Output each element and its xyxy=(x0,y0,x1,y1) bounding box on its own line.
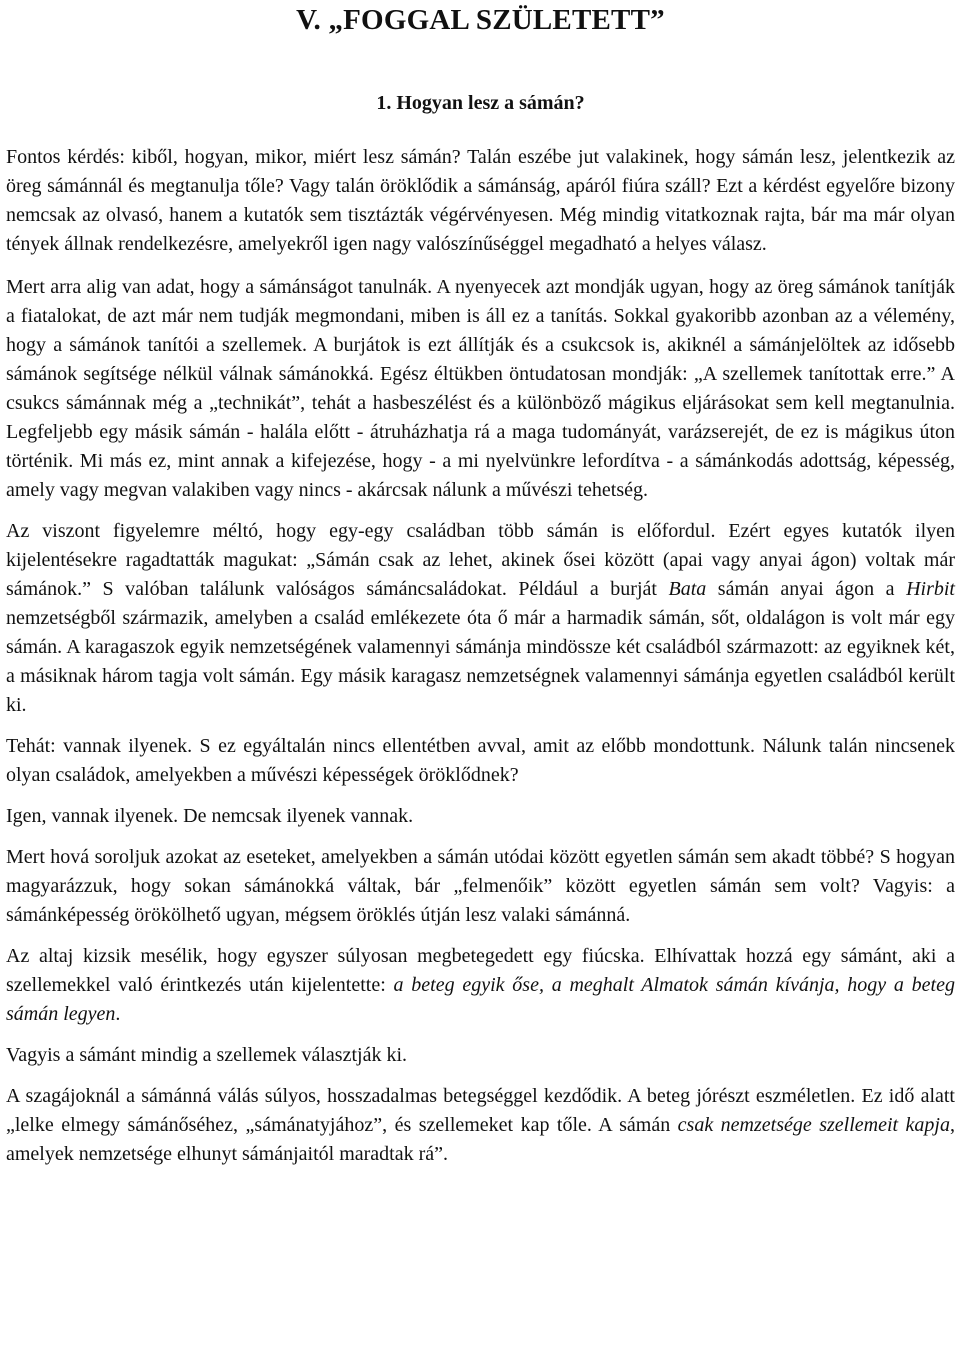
paragraph xyxy=(6,1041,955,1070)
text-run: Tehát: vannak ilyenek. S ez egyáltalán nincs ellentétben avval, amit az előbb mondottunk. Nálunk talán nincsenek olyan családok, amelyekben a művészi képességek öröklődnek? xyxy=(6,735,955,786)
paragraph xyxy=(6,1082,955,1169)
paragraph xyxy=(6,273,955,505)
text-run: A szagájoknál a sámánná válás súlyos, hosszadalmas betegséggel kezdődik. A beteg jórészt eszméletlen. Ez idő alatt „lelke elmegy sámánőséhez, „sámánatyjához”, és szellemeket kap tőle. A sámán xyxy=(6,1085,955,1136)
text-run: Igen, vannak ilyenek. De nemcsak ilyenek vannak. xyxy=(6,805,414,827)
chapter-title: V. „FOGGAL SZÜLETETT” xyxy=(296,4,665,36)
text-run: sámán anyai ágon a xyxy=(706,578,907,600)
italic-phrase: csak nemzetsége szellemeit kapja xyxy=(677,1114,950,1136)
text-run: Fontos kérdés: kiből, hogyan, mikor, miért lesz sámán? Talán eszébe jut valakinek, hogy sámán lesz, jelentkezik az öreg sámánnál és megtanulja tőle? Vagy talán öröklődik a sámánság, apáról fiúra száll? Ezt a kérdést egyelőre bizony nemcsak az olvasó, hanem a kutatók sem tisztázták végérvényesen. Még mindig vitatkoznak rajta, bár ma már olyan tények állnak rendelkezésre, amelyekről igen nagy valószínűséggel megadható a helyes válasz. xyxy=(6,146,955,255)
italic-name: Hirbit xyxy=(906,578,955,600)
italic-quote: a beteg egyik őse, a meghalt Almatok sámán kívánja, hogy a beteg sámán legyen xyxy=(6,974,955,1025)
paragraph xyxy=(6,942,955,1029)
text-run: . xyxy=(115,1003,121,1025)
text-run: Mert hová soroljuk azokat az eseteket, amelyekben a sámán utódai között egyetlen sámán sem akadt többé? S hogyan magyarázzuk, hogy sokan sámánokká váltak, bár „felmenőik” között egyetlen sámán sem volt? Vagyis: a sámánképesség örökölhető ugyan, mégsem öröklés útján lesz valaki sámánná. xyxy=(6,846,955,926)
paragraph xyxy=(6,802,955,831)
text-run: nemzetségből származik, amelyben a család emlékezete óta ő már a harmadik sámán, sőt, oldalágon is volt már egy sámán. A karagaszok egyik nemzetségének valamennyi sámánja mindössze két családból származott: az egyiknek két, a másiknak három tagja volt sámán. Egy másik karagasz nemzetségnek valamennyi sámánja egyetlen családból került ki. xyxy=(6,607,955,716)
text-run: Az viszont figyelemre méltó, hogy egy-egy családban több sámán is előfordul. Ezért egyes kutatók ilyen kijelentésekre ragadtatták magukat: „Sámán csak az lehet, akinek ősei között (apai vagy anyai ágon) voltak már sámánok.” S valóban találunk valóságos sámáncsaládokat. Például a burját xyxy=(6,520,955,600)
section-title: 1. Hogyan lesz a sámán? xyxy=(376,92,585,114)
text-run: Mert arra alig van adat, hogy a sámánságot tanulnák. A nyenyecek azt mondják ugyan, hogy az öreg sámánok tanítják a fiatalokat, de azt már nem tudják megmondani, miben is áll ez a tanítás. Sokkal gyakoribb azonban az a vélemény, hogy a sámánok tanítói a szellemek. A burjátok is ezt állítják és a csukcsok is, akiknél a sámánjelöltek az idősebb sámánok segítsége nélkül válnak sámánokká. Egész éltükben öntudatosan mondják: „A szellemek tanítottak erre.” A csukcs sámánnak még a „technikát”, tehát a hasbeszélést és a különböző mágikus eljárásokat sem kell megtanulnia. Legfeljebb egy másik sámán - halála előtt - átruházhatja rá a maga tudományát, varázserejét, de ez is mágikus úton történik. Mi más ez, mint annak a kifejezése, hogy - a mi nyelvünkre lefordítva - a sámánkodás adottság, képesség, amely vagy megvan valakiben vagy nincs - akárcsak nálunk a művészi tehetség. xyxy=(6,276,955,501)
text-run: Az altaj kizsik mesélik, hogy egyszer súlyosan megbetegedett egy fiúcska. Elhívattak hozzá egy sámánt, aki a szellemekkel való érintkezés után kijelentette: xyxy=(6,945,955,996)
text-run: , amelyek nemzetsége elhunyt sámánjaitól maradtak rá”. xyxy=(6,1114,955,1165)
paragraph xyxy=(6,732,955,790)
italic-name: Bata xyxy=(668,578,707,600)
body-text xyxy=(6,143,955,1169)
text-run: Vagyis a sámánt mindig a szellemek választják ki. xyxy=(6,1044,407,1066)
paragraph xyxy=(6,843,955,930)
paragraph xyxy=(6,143,955,259)
paragraph xyxy=(6,517,955,720)
